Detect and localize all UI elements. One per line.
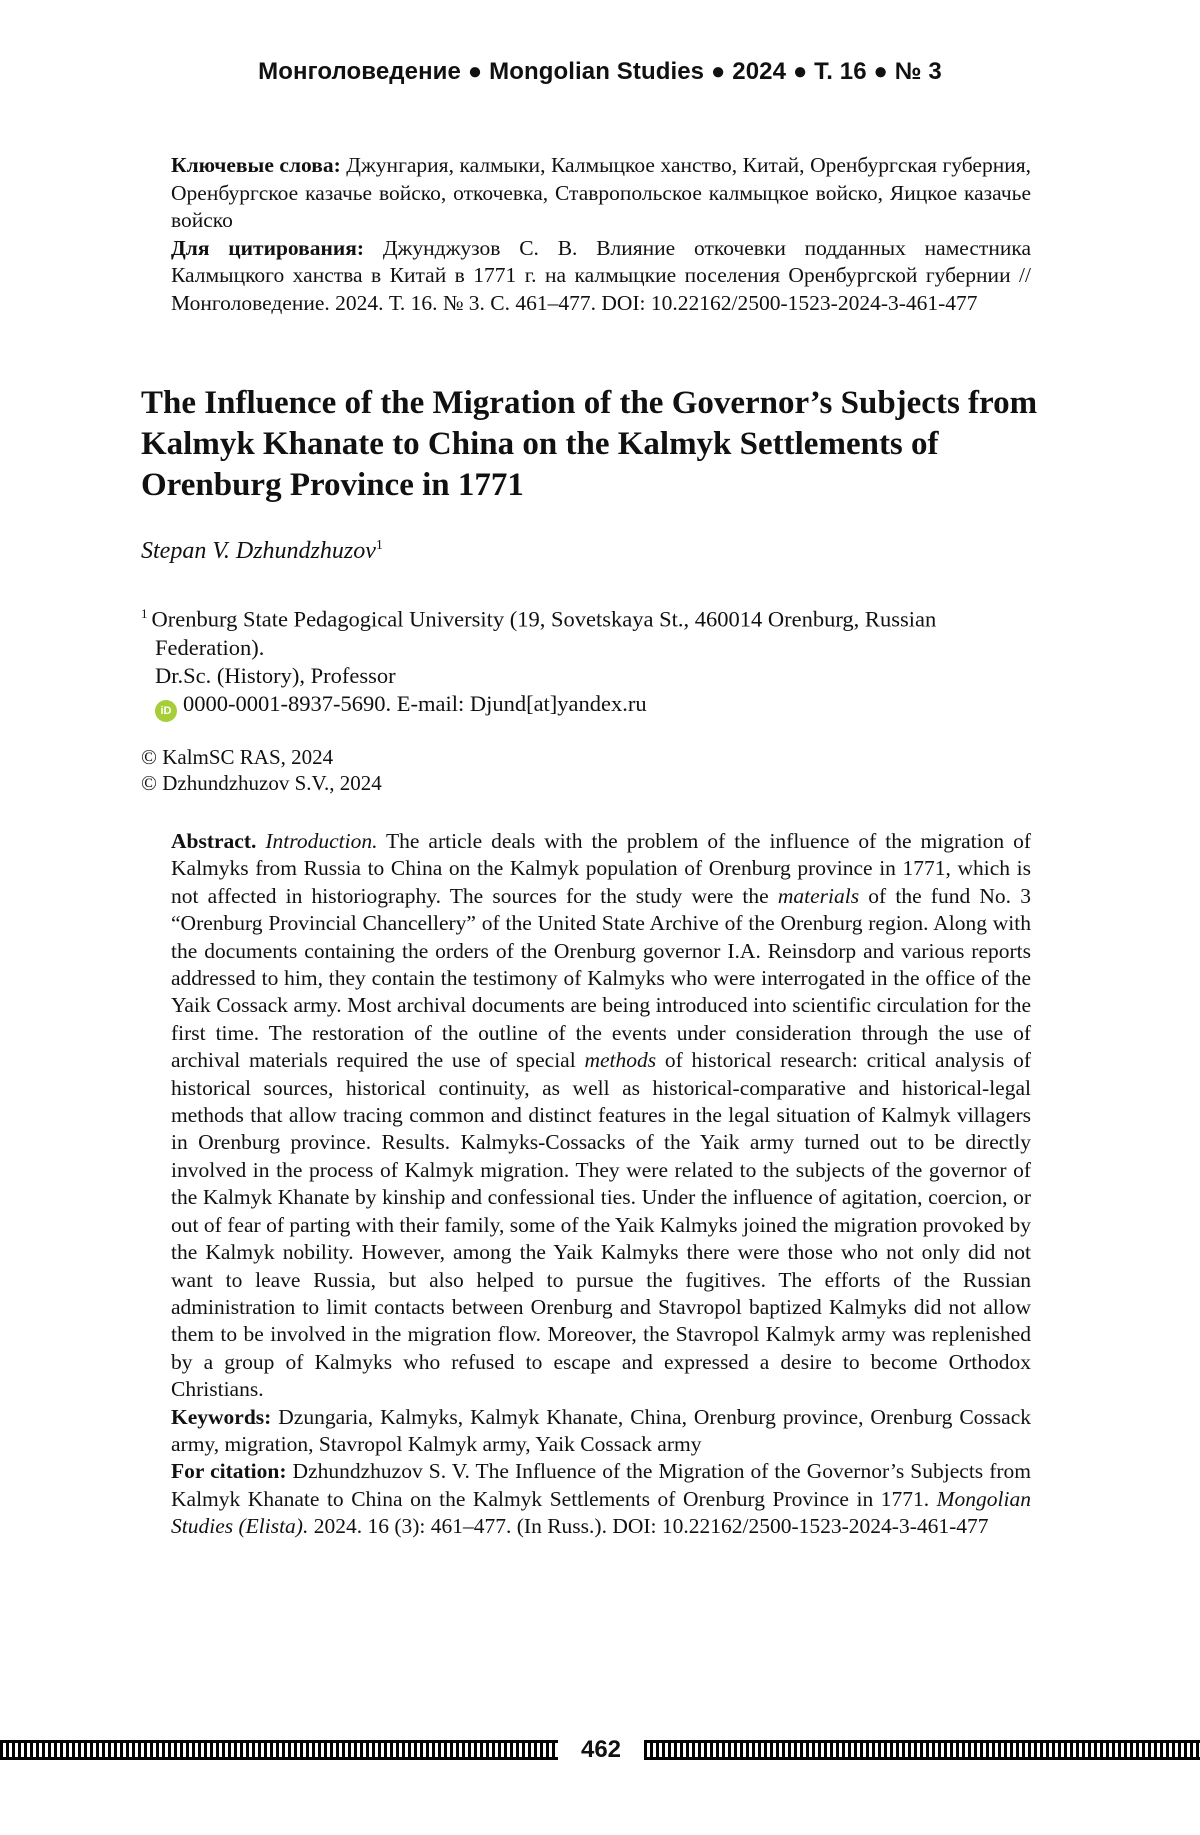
abstract-section [171,828,1031,1541]
citation [171,1458,1031,1540]
abstract-methods: methods [584,1048,657,1073]
keywords-text: Dzungaria, Kalmyks, Kalmyk Khanate, China, Orenburg province, Orenburg Cossack army, migration, Stavropol Kalmyk army, Yaik Cossack army [171,1404,1031,1456]
footer-ornament-right [644,1740,1200,1760]
affiliation-line [141,600,1051,634]
copyright-line: © Dzhundzhuzov S.V., 2024 [141,771,382,795]
ru-citation [171,235,1031,318]
abstract-materials: materials [777,883,860,908]
abstract-text: of the fund No. 3 “Orenburg Provincial Chancellery” of the United State Archive of the Orenburg region. Along with the documents containing the orders of the Orenburg governor I.A. Reinsdorp and various reports addressed to him, they contain the testimony of Kalmyks who were interrogated in the office of the Yaik Cossack army. Most archival documents are being introduced into scientific circulation for the first time. The restoration of the outline of the events under consideration through the use of archival materials required the use of special [171,883,1031,1073]
abstract-intro: Introduction. [265,829,378,853]
abstract-text: of historical research: critical analysis of historical sources, historical continuity, as well as historical-comparative and historical-legal methods that allow tracing common and distinct features in the legal situation of Kalmyk villagers in Orenburg province. Results. Kalmyks-Cossacks of the Yaik army turned out to be directly involved in the process of Kalmyk migration. They were related to the subjects of the governor of the Kalmyk Khanate by kinship and confessional ties. Under the influence of agitation, coercion, or out of fear of parting with their family, some of the Yaik Kalmyks joined the migration provoked by the Kalmyk nobility. However, among the Yaik Kalmyks there were those who not only did not want to leave Russia, but also helped to pursue the fugitives. The efforts of the Russian administration to limit contacts between Orenburg and Stavropol baptized Kalmyks did not allow them to be involved in the migration flow. Moreover, the Stavropol Kalmyk army was replenished by a group of Kalmyks who refused to escape and expressed a desire to become Orthodox Christians. [171,1048,1031,1402]
affiliation-sup: 1 [141,606,148,621]
author-sup: 1 [375,538,383,553]
page-number: 462 [580,1736,622,1763]
author-name: Stepan V. Dzhundzhuzov [141,538,376,564]
orcid-icon[interactable]: iD [155,700,177,722]
copyright [141,744,382,796]
affiliation-institution: Orenburg State Pedagogical University (19, Sovetskaya St., 460014 Orenburg, Russian [151,606,937,632]
abstract-label: Abstract. [171,829,257,853]
abstract [171,828,1031,1404]
affiliation-line: Federation). [155,634,265,660]
article-title: The Influence of the Migration of the Governor’s Subjects from Kalmyk Khanate to China on the Kalmyk Settlements of Orenburg Province in 1771 [141,385,1038,503]
abstract-text: The article deals with the problem of the influence of the migration of Kalmyks from Russia to China on the Kalmyk population of Orenburg province in 1771, which is not affected in historiography. The sources for the study were the [171,829,1032,908]
keywords-label: Keywords: [171,1404,272,1429]
author [141,538,383,565]
citation-text: 2024. 16 (3): 461–477. (In Russ.). DOI: 10.22162/2500-1523-2024-3-461-477 [308,1514,989,1539]
citation-text: Dzhundzhuzov S. V. The Influence of the Migration of the Governor’s Subjects from Kalmyk Khanate to China on the Kalmyk Settlements of Orenburg Province in 1771. [171,1459,1031,1511]
orcid-email: 0000-0001-8937-5690. E-mail: Djund[at]yandex.ru [183,690,647,716]
affiliation-contact [141,690,1051,722]
ru-citation-label: Для цитирования: [171,235,365,260]
citation-label: For citation: [171,1459,287,1484]
keywords [171,1404,1031,1459]
ru-citation-text: Джунджузов С. В. Влияние откочевки подданных наместника Калмыцкого ханства в Китай в 1771 г. на калмыцкие поселения Оренбургской губернии // Монголоведение. 2024. Т. 16. № 3. С. 461–477. DOI: 10.22162/2500-1523-2024-3-461-477 [171,235,1031,315]
citation-journal: Mongolian Studies (Elista). [171,1486,1031,1539]
russian-metadata [171,152,1031,317]
ru-keywords [171,152,1031,235]
ru-keywords-text: Джунгария, калмыки, Калмыцкое ханство, Китай, Оренбургская губерния, Оренбургское казачье войско, откочевка, Ставропольское калмыцкое войско, Яицкое казачье войско [171,153,1031,232]
copyright-line: © KalmSC RAS, 2024 [141,745,334,769]
ru-keywords-label: Ключевые слова: [171,153,341,177]
running-header: Монголоведение ● Mongolian Studies ● 2024 ● Т. 16 ● № 3 [258,58,942,85]
affiliation [141,600,1051,722]
affiliation-degree: Dr.Sc. (History), Professor [155,662,396,688]
page-footer [0,1736,1200,1763]
footer-ornament-left [0,1740,558,1760]
